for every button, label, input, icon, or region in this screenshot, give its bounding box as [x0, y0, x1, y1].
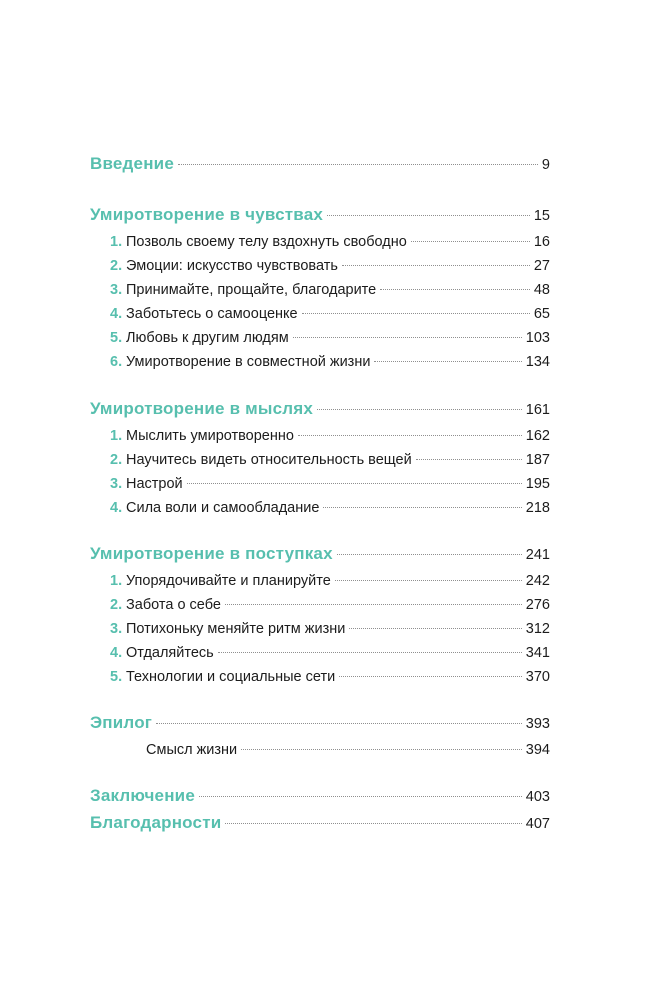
toc-item[interactable]: [110, 428, 550, 452]
toc-item[interactable]: [110, 282, 550, 306]
toc-item-number: 4.: [110, 500, 123, 516]
dot-leader: [411, 241, 530, 242]
toc-item[interactable]: [110, 573, 550, 597]
toc-item[interactable]: [110, 669, 550, 693]
toc-heading-part1[interactable]: [90, 205, 550, 229]
toc-item-title: Настрой: [126, 476, 183, 492]
dot-leader: [298, 435, 522, 436]
dot-leader: [199, 796, 522, 797]
toc-item-number: 6.: [110, 354, 123, 370]
toc-item-number: 3.: [110, 476, 123, 492]
toc-item-title: Принимайте, прощайте, благодарите: [126, 282, 377, 298]
toc-page-number: 103: [525, 330, 550, 346]
toc-heading-conclusion[interactable]: [90, 786, 550, 810]
toc-item-title: Упорядочивайте и планируйте: [126, 573, 331, 589]
toc-page-number: 187: [525, 452, 550, 468]
toc-item-title: Отдаляйтесь: [126, 645, 214, 661]
toc-page-number: 276: [525, 597, 550, 613]
toc-item-number: 1.: [110, 428, 123, 444]
toc-page-number: 195: [525, 476, 550, 492]
toc-page-number: 394: [525, 742, 550, 758]
toc-item[interactable]: [110, 476, 550, 500]
toc-item[interactable]: [110, 330, 550, 354]
toc-item-title: Умиротворение в совместной жизни: [126, 354, 371, 370]
dot-leader: [225, 823, 521, 824]
dot-leader: [349, 628, 521, 629]
toc-page-number: 370: [525, 669, 550, 685]
toc-item[interactable]: [110, 452, 550, 476]
toc-item[interactable]: [110, 500, 550, 524]
dot-leader: [241, 749, 522, 750]
toc-page-number: 242: [525, 573, 550, 589]
toc-heading-thanks[interactable]: [90, 813, 550, 837]
toc-item-number: 2.: [110, 452, 123, 468]
dot-leader: [317, 409, 522, 410]
toc-heading-part3[interactable]: [90, 544, 550, 568]
toc-heading-title: Умиротворение в чувствах: [90, 205, 324, 224]
toc-heading-title: Эпилог: [90, 713, 153, 732]
dot-leader: [187, 483, 522, 484]
toc-item-title: Технологии и социальные сети: [126, 669, 336, 685]
toc-heading-title: Заключение: [90, 786, 195, 805]
dot-leader: [302, 313, 530, 314]
toc-page-number: 407: [525, 816, 550, 832]
toc-page-number: 16: [533, 234, 550, 250]
dot-leader: [218, 652, 522, 653]
toc-item-number: 4.: [110, 306, 123, 322]
toc-item-title: Любовь к другим людям: [126, 330, 289, 346]
toc-page-number: 312: [525, 621, 550, 637]
toc-heading-title: Введение: [90, 154, 174, 173]
toc-page-number: 162: [525, 428, 550, 444]
toc-heading-title: Благодарности: [90, 813, 222, 832]
toc-page-number: 27: [533, 258, 550, 274]
toc-item[interactable]: [146, 742, 550, 766]
toc-heading-intro[interactable]: [90, 154, 550, 178]
toc-page-number: 393: [525, 716, 550, 732]
toc-page-number: 65: [533, 306, 550, 322]
toc-item-number: 5.: [110, 330, 123, 346]
toc-page-number: 241: [525, 547, 550, 563]
toc-item-number: 4.: [110, 645, 123, 661]
toc-heading-title: Умиротворение в поступках: [90, 544, 333, 563]
toc-item-title: Заботьтесь о самооценке: [126, 306, 298, 322]
toc-page-number: 341: [525, 645, 550, 661]
toc-page-number: 9: [541, 157, 550, 173]
toc-item-title: Смысл жизни: [146, 742, 238, 758]
dot-leader: [327, 215, 530, 216]
toc-item-number: 5.: [110, 669, 123, 685]
dot-leader: [335, 580, 522, 581]
dot-leader: [323, 507, 521, 508]
dot-leader: [416, 459, 522, 460]
toc-page-number: 218: [525, 500, 550, 516]
dot-leader: [339, 676, 522, 677]
toc-item-number: 1.: [110, 573, 123, 589]
dot-leader: [374, 361, 521, 362]
dot-leader: [293, 337, 522, 338]
toc-page-number: 15: [533, 208, 550, 224]
dot-leader: [178, 164, 538, 165]
toc-item-number: 3.: [110, 621, 123, 637]
dot-leader: [337, 554, 522, 555]
toc-item-title: Позволь своему телу вздохнуть свободно: [126, 234, 407, 250]
toc-item[interactable]: [110, 354, 550, 378]
toc-page-number: 48: [533, 282, 550, 298]
toc-item-number: 3.: [110, 282, 123, 298]
toc-item-number: 2.: [110, 258, 123, 274]
dot-leader: [156, 723, 522, 724]
toc-heading-epilogue[interactable]: [90, 713, 550, 737]
toc-heading-title: Умиротворение в мыслях: [90, 399, 314, 418]
toc-heading-part2[interactable]: [90, 399, 550, 423]
toc-item[interactable]: [110, 306, 550, 330]
toc-item[interactable]: [110, 597, 550, 621]
toc-item[interactable]: [110, 645, 550, 669]
toc-item-title: Забота о себе: [126, 597, 221, 613]
toc-page-number: 403: [525, 789, 550, 805]
toc-item[interactable]: [110, 258, 550, 282]
toc-page-number: 161: [525, 402, 550, 418]
dot-leader: [225, 604, 522, 605]
toc-item[interactable]: [110, 621, 550, 645]
dot-leader: [380, 289, 530, 290]
toc-item-title: Научитесь видеть относительность вещей: [126, 452, 412, 468]
toc-item[interactable]: [110, 234, 550, 258]
toc-item-title: Мыслить умиротворенно: [126, 428, 294, 444]
toc-page-number: 134: [525, 354, 550, 370]
toc-item-title: Потихоньку меняйте ритм жизни: [126, 621, 346, 637]
toc-item-title: Сила воли и самообладание: [126, 500, 320, 516]
toc-item-number: 1.: [110, 234, 123, 250]
toc-item-number: 2.: [110, 597, 123, 613]
toc-item-title: Эмоции: искусство чувствовать: [126, 258, 338, 274]
dot-leader: [342, 265, 530, 266]
